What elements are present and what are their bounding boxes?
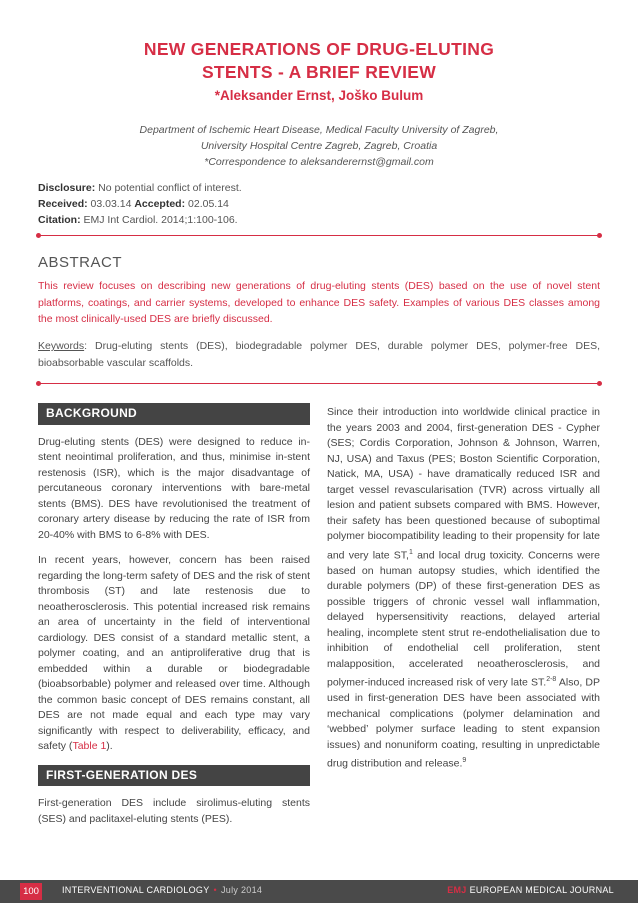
right-column <box>327 405 600 782</box>
background-p2-end: ). <box>106 740 113 752</box>
journal-name: INTERVENTIONAL CARDIOLOGY <box>62 885 210 895</box>
received-label: Received: <box>38 198 88 210</box>
background-paragraph-1: Drug-eluting stents (DES) were designed to reduce in-stent neointimal proliferation, and thus, minimise in-stent restenosis (ISR), which is the major disadvantage of percutaneous coronary interventions with bare-metal stents (BMS). DES have revolutionised the treatment of coronary artery disease by reducing the rate of ISR from 20-40% with BMS to 6-8% with DES. <box>38 435 310 541</box>
article-meta <box>38 180 242 228</box>
reference-1: 1 <box>408 548 413 556</box>
dates <box>38 196 242 212</box>
affiliation <box>0 122 638 170</box>
publisher-logo <box>447 885 614 895</box>
keywords-text: : Drug-eluting stents (DES), biodegradable polymer DES, durable polymer DES, polymer-free DES, bioabsorbable vascular scaffolds. <box>38 340 600 369</box>
background-paragraph-2 <box>38 553 310 755</box>
background-p2-text: In recent years, however, concern has been raised regarding the long-term safety of DES and the risk of stent thrombosis (ST) and late restenosis due to neoatherosclerosis. This potential increased risk remains an area of uncertainty in the field of interventional cardiology. DES consist of a standard metallic stent, a polymer coating, and an antiproliferative drug that is embedded within a durable or biodegradable (bioabsorbable) polymer and released over time. Although the common basic concept of DES remains constant, all DES are not made equal and each type may vary significantly with respect to deliverability, efficacy, and safety ( <box>38 554 310 752</box>
publisher-name: EUROPEAN MEDICAL JOURNAL <box>469 885 614 895</box>
correspondence: *Correspondence to aleksanderernst@gmail.com <box>204 156 434 168</box>
title-line-2: STENTS - A BRIEF REVIEW <box>201 62 437 82</box>
page-footer <box>0 880 638 903</box>
background-heading: BACKGROUND <box>38 403 310 425</box>
received-value: 03.03.14 <box>90 198 132 210</box>
abstract-heading: ABSTRACT <box>38 254 123 271</box>
divider-top <box>38 235 600 236</box>
right-p-part-b: and local drug toxicity. Concerns were based on human autopsy studies, which identified the durable polymers (DP) of these first-generation DES as possible triggers of chronic vessel wall inflammation, delayed hypersensitivity reactions, delayed arterial healing, incomplete stent strut re-endothelialisation due to inhibition of endothelial cell proliferation, stent malapposition, accelerated neoatherosclerosis, and polymer-induced increased risk of very late ST. <box>327 549 600 689</box>
disclosure <box>38 180 242 196</box>
affiliation-line-2: University Hospital Centre Zagreb, Zagreb, Croatia <box>200 140 438 152</box>
abstract-text: This review focuses on describing new generations of drug-eluting stents (DES) based on the use of novel stent platforms, coatings, and carrier systems, developed to enhance DES safety. Examples of various DES classes among the most clinically-used DES are briefly discussed. <box>38 280 600 325</box>
title-line-1: NEW GENERATIONS OF DRUG-ELUTING <box>143 39 495 59</box>
disclosure-label: Disclosure: <box>38 182 96 194</box>
left-column <box>38 403 310 837</box>
accepted-label: Accepted: <box>134 198 186 210</box>
footer-journal <box>62 885 262 895</box>
keywords-label: Keywords <box>38 340 85 352</box>
accepted-value: 02.05.14 <box>188 198 229 210</box>
right-p-part-c: Also, DP used in first-generation DES have been associated with mechanical complications (polymer delamination and ‘webbed’ polymer surface leading to stent expansion issues) and nonuniform coating, resulting in unpredictable drug distribution and release. <box>327 676 600 770</box>
disclosure-value: No potential conflict of interest. <box>98 182 242 194</box>
emj-logo: EMJ <box>447 885 467 895</box>
issue-date: July 2014 <box>220 885 263 895</box>
right-p-part-a: Since their introduction into worldwide clinical practice in the years 2003 and 2004, first-generation DES - Cypher (SES; Cordis Corporation, Johnson & Johnson, Warren, NJ, USA) and Taxus (PES; Boston Scientific Corporation, Natick, MA, USA) - have dramatically reduced ISR and target vessel revascularisation (TVR) across virtually all lesion and patient subsets compared with BMS. However, their safety has been questioned because of suboptimal polymer biocompatibility leading to their propensity for late and very late ST, <box>327 406 600 561</box>
footer-separator: • <box>213 885 217 895</box>
authors: *Aleksander Ernst, Joško Bulum <box>214 88 424 103</box>
citation-label: Citation: <box>38 214 81 226</box>
right-column-paragraph <box>327 405 600 772</box>
reference-9: 9 <box>462 757 467 764</box>
divider-bottom <box>38 383 600 384</box>
article-title <box>0 38 638 84</box>
first-generation-paragraph: First-generation DES include sirolimus-eluting stents (SES) and paclitaxel-eluting stents (PES). <box>38 797 310 825</box>
first-generation-heading: FIRST-GENERATION DES <box>38 765 310 787</box>
citation <box>38 212 242 228</box>
keywords <box>38 338 600 371</box>
table-1-link[interactable]: Table 1 <box>72 740 107 752</box>
affiliation-line-1: Department of Ischemic Heart Disease, Medical Faculty University of Zagreb, <box>139 124 499 136</box>
page-number: 100 <box>20 883 42 900</box>
citation-value: EMJ Int Cardiol. 2014;1:100-106. <box>83 214 238 226</box>
reference-2-8: 2-8 <box>546 676 557 683</box>
